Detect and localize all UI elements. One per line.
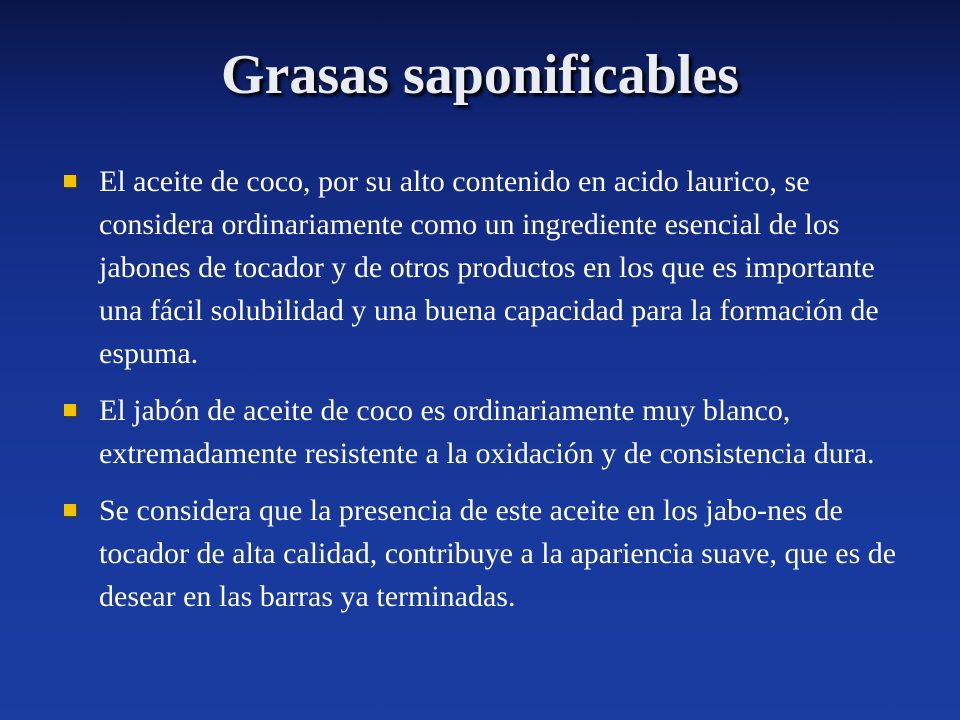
- square-bullet-icon: [64, 175, 76, 187]
- bullet-list: [62, 160, 922, 632]
- bullet-item: [62, 389, 922, 475]
- bullet-text: El jabón de aceite de coco es ordinariamente muy blanco, extremadamente resistente a la oxidación y de consistencia dura.: [99, 394, 875, 470]
- bullet-item: [62, 160, 922, 375]
- square-bullet-icon: [64, 404, 76, 416]
- square-bullet-icon: [64, 504, 76, 516]
- slide-title: Grasas saponificables: [220, 44, 740, 106]
- bullet-text: El aceite de coco, por su alto contenido en acido laurico, se considera ordinariamente como un ingrediente esencial de los jabones de tocador y de otros productos en los que es importante una fácil solubilidad y una buena capacidad para la formación de espuma.: [99, 165, 879, 370]
- bullet-item: [62, 489, 922, 618]
- bullet-text: Se considera que la presencia de este aceite en los jabo-nes de tocador de alta calidad, contribuye a la apariencia suave, que es de desear en las barras ya terminadas.: [99, 494, 897, 613]
